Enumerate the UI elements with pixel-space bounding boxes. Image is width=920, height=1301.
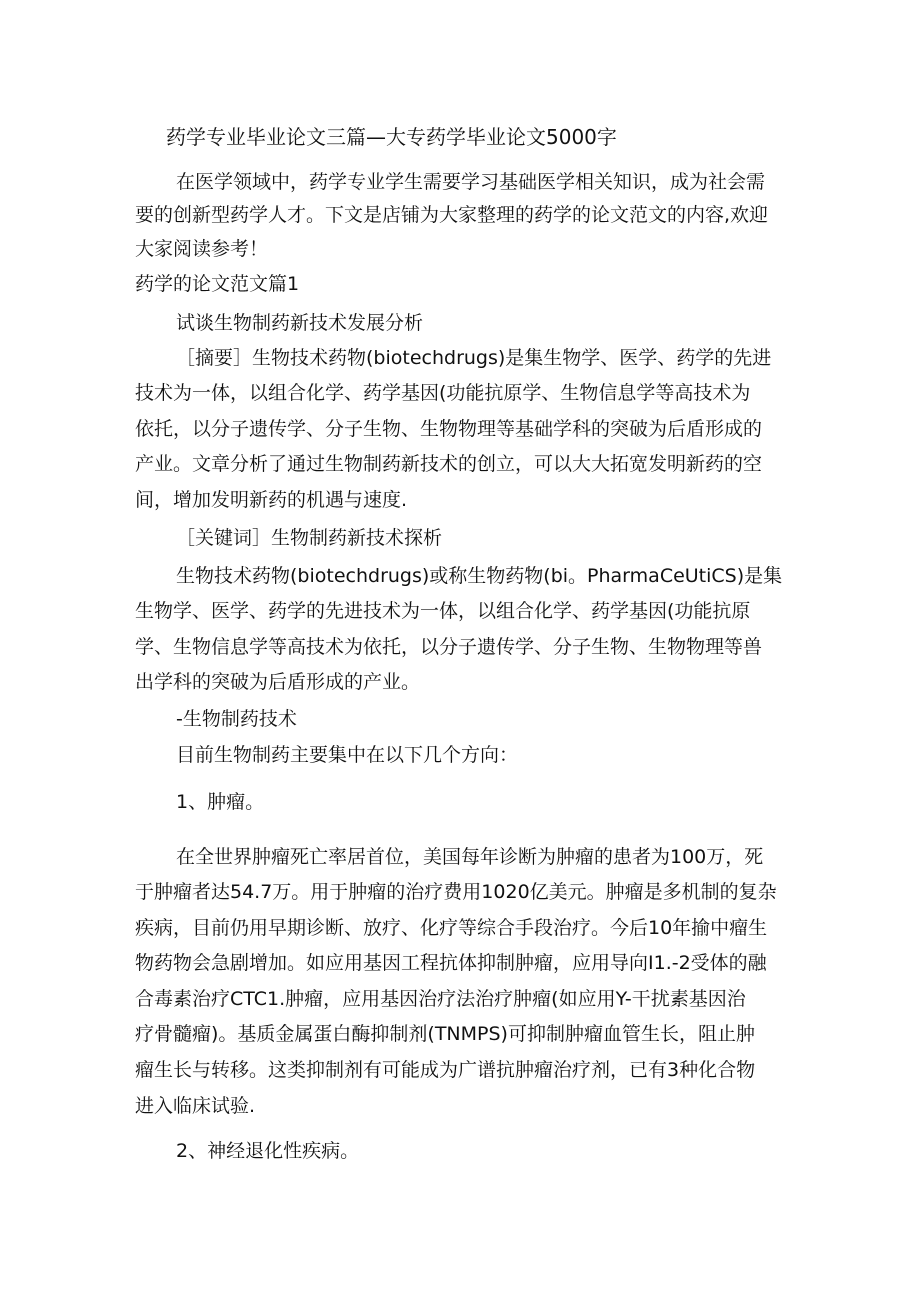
body-line: 生物学、医学、药学的先进技术为一体，以组合化学、药学基因(功能抗原 [135,600,751,622]
list-item-title: 2、神经退化性疾病。 [176,1140,360,1162]
body-line: 在全世界肿瘤死亡率居首位，美国每年诊断为肿瘤的患者为100万，死 [176,846,764,868]
body-line: 于肿瘤者达54.7万。用于肿瘤的治疗费用1020亿美元。肿瘤是多机制的复杂 [135,881,777,903]
body-line: 生物技术药物(biotechdrugs)或称生物药物(bi。PharmaCeUtiCS)是集 [176,565,783,587]
abstract-line: 产业。文章分析了通过生物制药新技术的创立，可以大大拓宽发明新药的空 [135,453,763,475]
intro-line: 在医学领域中，药学专业学生需要学习基础医学相关知识，成为社会需 [176,171,766,193]
body-line: 疗骨髓瘤)。基质金属蛋白酶抑制剂(TNMPS)可抑制肿瘤血管生长，阻止肿 [135,1023,755,1045]
section-label: 药学的论文范文篇1 [135,273,300,295]
intro-line: 要的创新型药学人才。下文是店铺为大家整理的药学的论文范文的内容,欢迎 [135,204,769,226]
keywords-line: ［关键词］生物制药新技术探析 [176,527,443,549]
intro-line: 大家阅读参考！ [135,238,269,260]
body-line: 学、生物信息学等高技术为依托，以分子遗传学、分子生物、生物物理等兽 [135,636,763,658]
body-line: 疾病，目前仍用早期诊断、放疗、化疗等综合手段治疗。今后10年揄中瘤生 [135,917,768,939]
body-line: 出学科的突破为后盾形成的产业。 [135,671,421,693]
body-line: 瘤生长与转移。这类抑制剂有可能成为广谱抗肿瘤治疗剂，已有3种化合物 [135,1059,756,1081]
section-heading: -生物制药技术 [176,708,297,730]
body-line: 合毒素治疗CTC1.肿瘤，应用基因治疗法治疗肿瘤(如应用Y-干扰素基因治 [135,988,746,1010]
abstract-line: 依托，以分子遗传学、分子生物、生物物理等基础学科的突破为后盾形成的 [135,418,763,440]
abstract-line: 间，增加发明新药的机遇与速度. [135,489,408,511]
body-line: 目前生物制药主要集中在以下几个方向： [176,744,519,766]
document-title: 药学专业毕业论文三篇—大专药学毕业论文5000字 [166,125,617,149]
list-item-title: 1、肿瘤。 [176,791,265,813]
body-line: 物药物会急剧增加。如应用基因工程抗体抑制肿瘤，应用导向I1.-2受体的融 [135,952,767,974]
abstract-line: ［摘要］生物技术药物(biotechdrugs)是集生物学、医学、药学的先进 [176,347,772,369]
body-line: 进入临床试验. [135,1095,256,1117]
abstract-line: 技术为一体，以组合化学、药学基因(功能抗原学、生物信息学等高技术为 [135,382,751,404]
paper-title: 试谈生物制药新技术发展分析 [176,312,424,334]
